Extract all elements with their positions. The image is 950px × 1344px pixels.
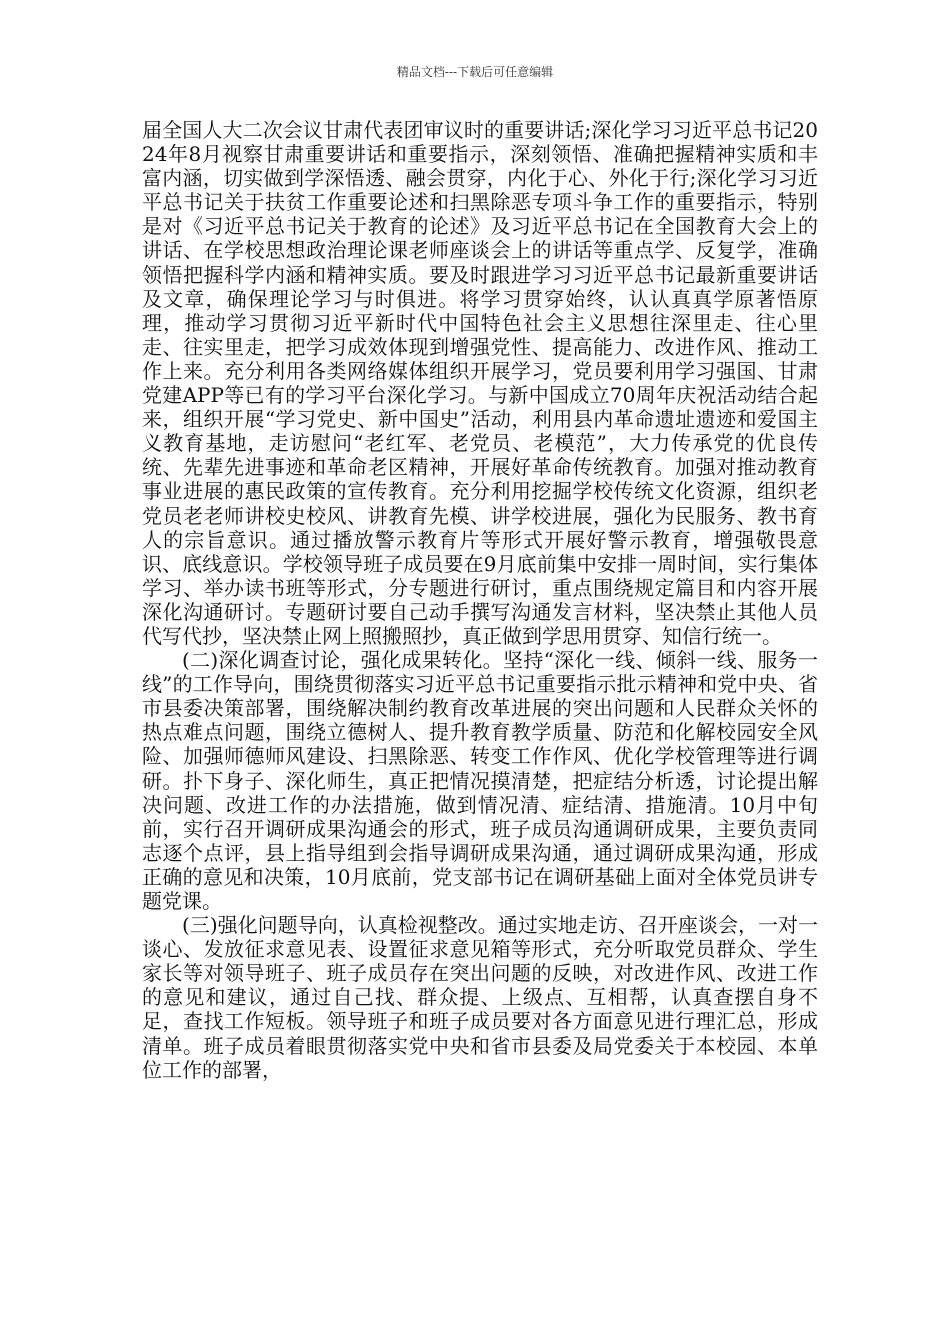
- document-body: [142, 118, 818, 1082]
- paragraph: (三)强化问题导向，认真检视整改。通过实地走访、召开座谈会，一对一谈心、发放征求意见表、设置征求意见箱等形式，充分听取党员群众、学生家长等对领导班子、班子成员存在突出问题的反映，对改进作风、改进工作的意见和建议，通过自己找、群众提、上级点、互相帮，认真查摆自身不足，查找工作短板。领导班子和班子成员要对各方面意见进行理汇总，形成清单。班子成员着眼贯彻落实党中央和省市县委及局党委关于本校园、本单位工作的部署，: [142, 913, 818, 1082]
- paragraph: (二)深化调查讨论，强化成果转化。坚持“深化一线、倾斜一线、服务一线”的工作导向，围绕贯彻落实习近平总书记重要指示批示精神和党中央、省市县委决策部署，围绕解决制约教育改革进展的突出问题和人民群众关怀的热点难点问题，围绕立德树人、提升教育教学质量、防范和化解校园安全风险、加强师德师风建设、扫黑除恶、转变工作作风、优化学校管理等进行调研。扑下身子、深化师生，真正把情况摸清楚，把症结分析透，讨论提出解决问题、改进工作的办法措施，做到情况清、症结清、措施清。10月中旬前，实行召开调研成果沟通会的形式，班子成员沟通调研成果，主要负责同志逐个点评，县上指导组到会指导调研成果沟通，通过调研成果沟通，形成正确的意见和决策，10月底前，党支部书记在调研基础上面对全体党员讲专题党课。: [142, 648, 818, 913]
- page-header: 精品文档---下载后可任意编辑: [396, 65, 554, 79]
- paragraph: 届全国人大二次会议甘肃代表团审议时的重要讲话;深化学习习近平总书记2024年8月视察甘肃重要讲话和重要指示，深刻领悟、准确把握精神实质和丰富内涵，切实做到学深悟透、融会贯穿，内化于心、外化于行;深化学习习近平总书记关于扶贫工作重要论述和扫黑除恶专项斗争工作的重要指示，特别是对《习近平总书记关于教育的论述》及习近平总书记在全国教育大会上的讲话、在学校思想政治理论课老师座谈会上的讲话等重点学、反复学，准确领悟把握科学内涵和精神实质。要及时跟进学习习近平总书记最新重要讲话及文章，确保理论学习与时俱进。将学习贯穿始终，认认真真学原著悟原理，推动学习贯彻习近平新时代中国特色社会主义思想往深里走、往心里走、往实里走，把学习成效体现到增强党性、提高能力、改进作风、推动工作上来。充分利用各类网络媒体组织开展学习，党员要利用学习强国、甘肃党建APP等已有的学习平台深化学习。与新中国成立70周年庆祝活动结合起来，组织开展“学习党史、新中国史”活动，利用县内革命遗址遗迹和爱国主义教育基地，走访慰问“老红军、老党员、老模范”，大力传承党的优良传统、先辈先进事迹和革命老区精神，开展好革命传统教育。加强对推动教育事业进展的惠民政策的宣传教育。充分利用挖掘学校传统文化资源，组织老党员老老师讲校史校风、讲教育先模、讲学校进展，强化为民服务、教书育人的宗旨意识。通过播放警示教育片等形式开展好警示教育，增强敬畏意识、底线意识。学校领导班子成员要在9月底前集中安排一周时间，实行集体学习、举办读书班等形式，分专题进行研讨，重点围绕规定篇目和内容开展深化沟通研讨。专题研讨要自己动手撰写沟通发言材料，坚决禁止其他人员代写代抄，坚决禁止网上照搬照抄，真正做到学思用贯穿、知信行统一。: [142, 118, 818, 648]
